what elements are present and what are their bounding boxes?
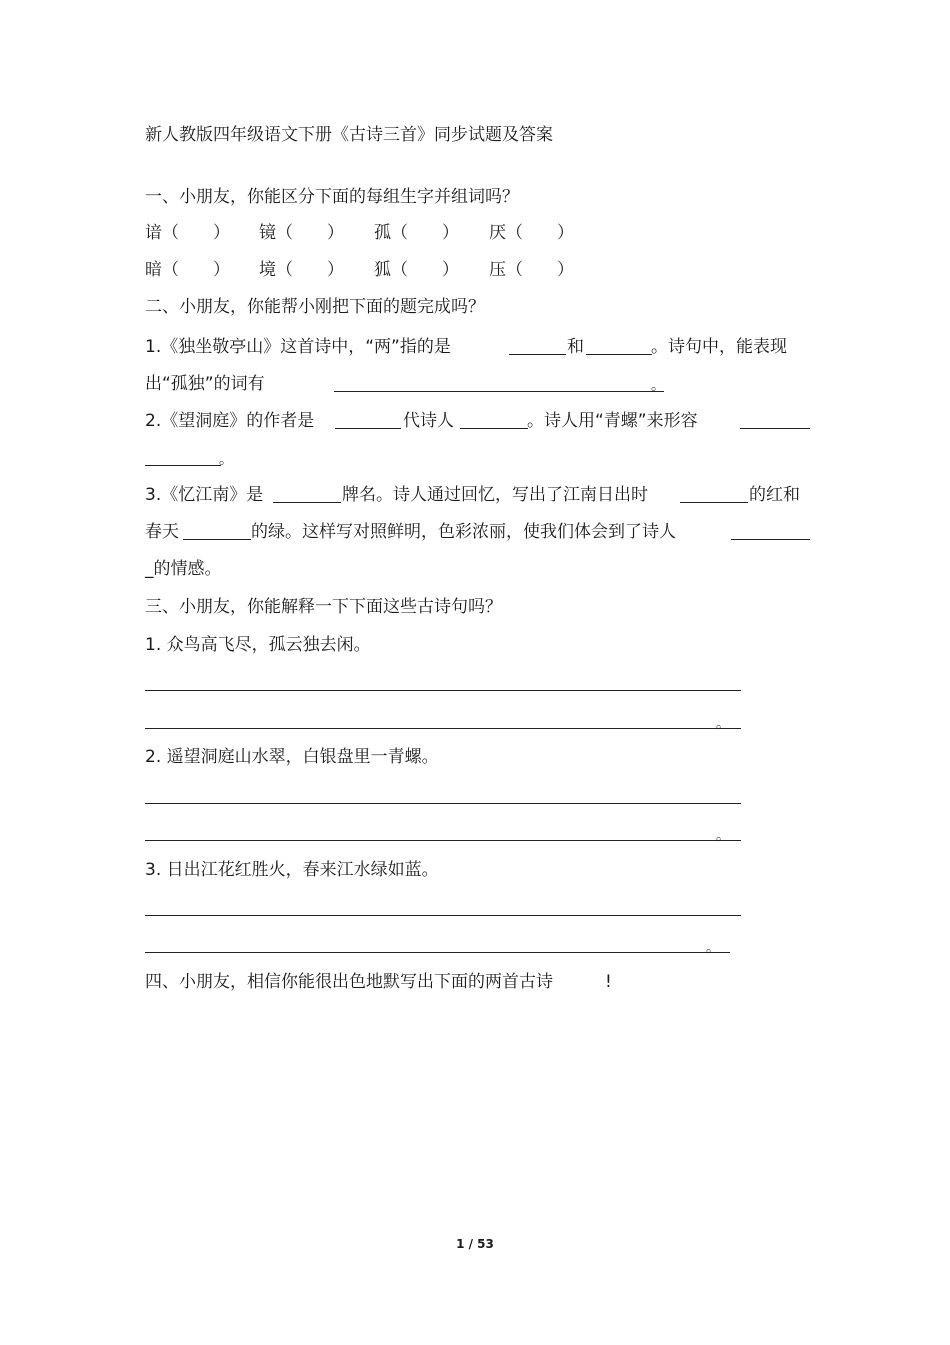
q2-1-and: 和 (567, 337, 584, 357)
char-pair-ya: 压（ ） (489, 260, 574, 280)
section-4-heading: 四、小朋友，相信你能很出色地默写出下面的两首古诗 (145, 972, 553, 992)
q2-3-text-f: _的情感。 (145, 559, 222, 579)
q2-1-period: 。 (651, 378, 665, 394)
char-pair-an2: 暗（ ） (145, 260, 230, 280)
page-number: 1 / 53 (456, 1237, 494, 1251)
q3-2-answer-line-2[interactable] (145, 840, 741, 841)
q2-1-text-b: 。诗句中，能表现 (651, 337, 787, 357)
char-pair-jing2: 境（ ） (259, 260, 344, 280)
section-4-exclamation: ! (605, 972, 612, 992)
char-pair-jing1: 镜（ ） (259, 223, 344, 243)
q2-1-text-a: 1.《独坐敬亭山》这首诗中，“两”指的是 (145, 337, 451, 357)
q2-1-text-c: 出“孤独”的词有 (145, 374, 265, 394)
q3-3-period: 。 (706, 940, 720, 956)
q2-2-text-a: 2.《望洞庭》的作者是 (145, 411, 315, 431)
q2-1-blank-1[interactable] (509, 354, 566, 355)
q2-2-blank-1[interactable] (335, 428, 401, 429)
q2-2-period: 。 (219, 452, 233, 468)
q3-3-answer-line-2[interactable] (145, 952, 730, 953)
q2-3-text-d: 春天 (145, 522, 179, 542)
q2-2-text-b: 代诗人 (403, 411, 454, 431)
section-1-heading: 一、小朋友，你能区分下面的每组生字并组词吗？ (145, 187, 519, 207)
q3-2-answer-line-1[interactable] (145, 803, 741, 804)
q3-3-answer-line-1[interactable] (145, 915, 741, 916)
q3-1-answer-line-2[interactable] (145, 728, 741, 729)
q2-1-blank-2[interactable] (586, 354, 652, 355)
char-pair-hu: 狐（ ） (374, 260, 459, 280)
q2-2-blank-3[interactable] (740, 428, 810, 429)
q2-3-blank-1[interactable] (273, 502, 341, 503)
q2-3-blank-3[interactable] (183, 539, 251, 540)
char-pair-yan: 厌（ ） (489, 223, 574, 243)
q3-2-period: 。 (716, 828, 730, 844)
q2-3-text-a: 3.《忆江南》是 (145, 485, 264, 505)
q3-1-poem-line: 1. 众鸟高飞尽，孤云独去闲。 (145, 635, 371, 655)
q3-2-poem-line: 2. 遥望洞庭山水翠，白银盘里一青螺。 (145, 747, 439, 767)
q2-3-blank-2[interactable] (680, 502, 748, 503)
q3-3-poem-line: 3. 日出江花红胜火，春来江水绿如蓝。 (145, 860, 439, 880)
q3-1-period: 。 (716, 716, 730, 732)
q2-1-blank-3[interactable] (334, 391, 664, 392)
q3-1-answer-line-1[interactable] (145, 690, 741, 691)
q2-3-text-b: 牌名。诗人通过回忆，写出了江南日出时 (342, 485, 648, 505)
char-pair-an1: 谙（ ） (145, 223, 230, 243)
q2-3-text-e: 的绿。这样写对照鲜明，色彩浓丽，使我们体会到了诗人 (251, 522, 676, 542)
section-2-heading: 二、小朋友，你能帮小刚把下面的题完成吗？ (145, 297, 485, 317)
document-title: 新人教版四年级语文下册《古诗三首》同步试题及答案 (145, 125, 553, 145)
q2-2-blank-2[interactable] (460, 428, 528, 429)
section-3-heading: 三、小朋友，你能解释一下下面这些古诗句吗？ (145, 597, 502, 617)
q2-3-blank-4[interactable] (731, 539, 810, 540)
q2-2-text-c: 。诗人用“青螺”来形容 (527, 411, 698, 431)
q2-2-blank-4[interactable] (145, 465, 221, 466)
char-pair-gu: 孤（ ） (374, 223, 459, 243)
q2-3-text-c: 的红和 (749, 485, 800, 505)
